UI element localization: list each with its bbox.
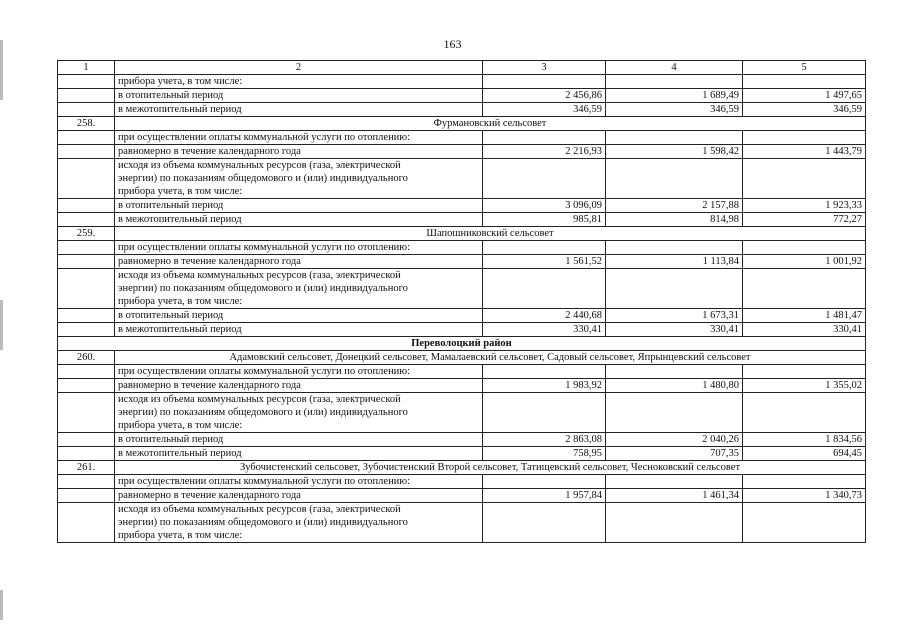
number-cell — [58, 309, 115, 323]
description-cell: в межотопительный период — [115, 447, 483, 461]
value-cell — [606, 131, 743, 145]
table-row-values — [58, 323, 866, 337]
value-col5-cell: 1 443,79 — [743, 145, 866, 159]
table-header-row — [58, 61, 866, 75]
number-cell — [58, 213, 115, 227]
value-col3-cell: 758,95 — [483, 447, 606, 461]
description-cell: прибора учета, в том числе: — [115, 75, 483, 89]
description-cell — [115, 269, 483, 309]
value-col3-cell: 3 096,09 — [483, 199, 606, 213]
value-col5-cell: 1 497,65 — [743, 89, 866, 103]
value-cell — [606, 393, 743, 433]
number-cell — [58, 323, 115, 337]
number-cell — [58, 269, 115, 309]
value-col3-cell: 2 216,93 — [483, 145, 606, 159]
header-cell: 5 — [743, 61, 866, 75]
table-row-text — [58, 365, 866, 379]
value-col4-cell: 1 113,84 — [606, 255, 743, 269]
description-cell: в отопительный период — [115, 309, 483, 323]
header-cell: 1 — [58, 61, 115, 75]
description-cell: в межотопительный период — [115, 103, 483, 117]
table-row-section — [58, 461, 866, 475]
scan-edge-mark — [0, 300, 3, 350]
table-row-values — [58, 433, 866, 447]
description-cell: равномерно в течение календарного года — [115, 489, 483, 503]
value-col4-cell: 1 461,34 — [606, 489, 743, 503]
number-cell — [58, 447, 115, 461]
value-cell — [606, 159, 743, 199]
description-cell — [115, 503, 483, 543]
value-cell — [743, 159, 866, 199]
table-row-values — [58, 379, 866, 393]
value-cell — [606, 475, 743, 489]
description-cell — [115, 393, 483, 433]
scan-edge-mark — [0, 590, 3, 620]
number-cell — [58, 489, 115, 503]
number-cell — [58, 503, 115, 543]
table-row-multiline — [58, 269, 866, 309]
section-number-cell: 260. — [58, 351, 115, 365]
value-cell — [743, 75, 866, 89]
description-cell: равномерно в течение календарного года — [115, 145, 483, 159]
description-cell: равномерно в течение календарного года — [115, 379, 483, 393]
value-col5-cell: 772,27 — [743, 213, 866, 227]
description-cell — [115, 159, 483, 199]
table-row-values — [58, 199, 866, 213]
number-cell — [58, 199, 115, 213]
value-col5-cell: 330,41 — [743, 323, 866, 337]
description-line: исходя из объема коммунальных ресурсов (газа, электрической — [118, 270, 401, 281]
value-col4-cell: 1 689,49 — [606, 89, 743, 103]
value-col4-cell: 707,35 — [606, 447, 743, 461]
value-cell — [606, 241, 743, 255]
value-col5-cell: 1 834,56 — [743, 433, 866, 447]
section-title-cell: Шапошниковский сельсовет — [115, 227, 866, 241]
table-row-values — [58, 255, 866, 269]
description-line: исходя из объема коммунальных ресурсов (газа, электрической — [118, 504, 401, 515]
number-cell — [58, 379, 115, 393]
table-row-values — [58, 145, 866, 159]
table-row-values — [58, 489, 866, 503]
number-cell — [58, 89, 115, 103]
value-cell — [606, 75, 743, 89]
value-col3-cell: 2 456,86 — [483, 89, 606, 103]
value-cell — [743, 503, 866, 543]
value-cell — [483, 475, 606, 489]
description-cell: равномерно в течение календарного года — [115, 255, 483, 269]
description-line: энергии) по показаниям общедомового и (или) индивидуального — [118, 517, 408, 528]
value-cell — [483, 75, 606, 89]
value-col5-cell: 1 481,47 — [743, 309, 866, 323]
description-cell: при осуществлении оплаты коммунальной услуги по отоплению: — [115, 131, 483, 145]
table-row-values — [58, 309, 866, 323]
value-col5-cell: 1 923,33 — [743, 199, 866, 213]
table-row-multiline — [58, 503, 866, 543]
value-col4-cell: 346,59 — [606, 103, 743, 117]
section-number-cell: 258. — [58, 117, 115, 131]
value-col3-cell: 1 561,52 — [483, 255, 606, 269]
value-col3-cell: 330,41 — [483, 323, 606, 337]
number-cell — [58, 475, 115, 489]
number-cell — [58, 103, 115, 117]
section-title-cell: Фурмановский сельсовет — [115, 117, 866, 131]
description-line: прибора учета, в том числе: — [118, 420, 243, 431]
value-col5-cell: 1 355,02 — [743, 379, 866, 393]
description-cell: в отопительный период — [115, 199, 483, 213]
value-cell — [483, 131, 606, 145]
value-col5-cell: 1 340,73 — [743, 489, 866, 503]
section-number-cell: 261. — [58, 461, 115, 475]
description-cell: при осуществлении оплаты коммунальной услуги по отоплению: — [115, 365, 483, 379]
value-col4-cell: 1 673,31 — [606, 309, 743, 323]
value-cell — [743, 393, 866, 433]
page-number: 163 — [443, 37, 462, 51]
number-cell — [58, 159, 115, 199]
value-col5-cell: 1 001,92 — [743, 255, 866, 269]
section-title-cell: Зубочистенский сельсовет, Зубочистенский Второй сельсовет, Татищевский сельсовет, Чесноковский сельсовет — [115, 461, 866, 475]
value-cell — [606, 365, 743, 379]
number-cell — [58, 131, 115, 145]
value-col3-cell: 985,81 — [483, 213, 606, 227]
value-cell — [483, 241, 606, 255]
value-cell — [743, 131, 866, 145]
description-line: энергии) по показаниям общедомового и (или) индивидуального — [118, 407, 408, 418]
number-cell — [58, 365, 115, 379]
table-row-section — [58, 227, 866, 241]
tariff-table — [57, 60, 866, 543]
table-row-values — [58, 447, 866, 461]
table-row-values — [58, 89, 866, 103]
section-title-cell: Адамовский сельсовет, Донецкий сельсовет, Мамалаевский сельсовет, Садовый сельсовет, Япрынцевский сельсовет — [115, 351, 866, 365]
value-col4-cell: 2 040,26 — [606, 433, 743, 447]
description-line: энергии) по показаниям общедомового и (или) индивидуального — [118, 173, 408, 184]
value-col5-cell: 346,59 — [743, 103, 866, 117]
description-line: прибора учета, в том числе: — [118, 186, 243, 197]
district-title-cell: Переволоцкий район — [58, 337, 866, 351]
value-col3-cell: 2 440,68 — [483, 309, 606, 323]
value-cell — [606, 503, 743, 543]
table-row-text — [58, 75, 866, 89]
value-cell — [483, 503, 606, 543]
value-col3-cell: 1 983,92 — [483, 379, 606, 393]
number-cell — [58, 241, 115, 255]
value-cell — [483, 393, 606, 433]
description-line: исходя из объема коммунальных ресурсов (газа, электрической — [118, 160, 401, 171]
table-row-text — [58, 131, 866, 145]
description-cell: при осуществлении оплаты коммунальной услуги по отоплению: — [115, 241, 483, 255]
number-cell — [58, 433, 115, 447]
number-cell — [58, 255, 115, 269]
section-number-cell: 259. — [58, 227, 115, 241]
number-cell — [58, 393, 115, 433]
value-col3-cell: 1 957,84 — [483, 489, 606, 503]
value-cell — [743, 269, 866, 309]
description-line: прибора учета, в том числе: — [118, 530, 243, 541]
description-line: энергии) по показаниям общедомового и (или) индивидуального — [118, 283, 408, 294]
value-cell — [606, 269, 743, 309]
description-cell: в отопительный период — [115, 433, 483, 447]
table-row-section — [58, 351, 866, 365]
value-cell — [483, 365, 606, 379]
header-cell: 3 — [483, 61, 606, 75]
table-row-values — [58, 103, 866, 117]
table-row-text — [58, 475, 866, 489]
value-col3-cell: 346,59 — [483, 103, 606, 117]
value-col5-cell: 694,45 — [743, 447, 866, 461]
value-col4-cell: 330,41 — [606, 323, 743, 337]
number-cell — [58, 145, 115, 159]
table-row-multiline — [58, 393, 866, 433]
description-line: исходя из объема коммунальных ресурсов (газа, электрической — [118, 394, 401, 405]
description-line: прибора учета, в том числе: — [118, 296, 243, 307]
header-cell: 2 — [115, 61, 483, 75]
value-cell — [483, 159, 606, 199]
description-cell: в отопительный период — [115, 89, 483, 103]
value-col4-cell: 1 480,80 — [606, 379, 743, 393]
value-cell — [743, 241, 866, 255]
table-row-section — [58, 117, 866, 131]
number-cell — [58, 75, 115, 89]
value-col4-cell: 2 157,88 — [606, 199, 743, 213]
header-cell: 4 — [606, 61, 743, 75]
table-row-values — [58, 213, 866, 227]
value-cell — [483, 269, 606, 309]
description-cell: в межотопительный период — [115, 213, 483, 227]
value-col4-cell: 1 598,42 — [606, 145, 743, 159]
table-row-district — [58, 337, 866, 351]
value-col4-cell: 814,98 — [606, 213, 743, 227]
description-cell: при осуществлении оплаты коммунальной услуги по отоплению: — [115, 475, 483, 489]
value-cell — [743, 475, 866, 489]
value-col3-cell: 2 863,08 — [483, 433, 606, 447]
table-row-multiline — [58, 159, 866, 199]
value-cell — [743, 365, 866, 379]
description-cell: в межотопительный период — [115, 323, 483, 337]
table-row-text — [58, 241, 866, 255]
